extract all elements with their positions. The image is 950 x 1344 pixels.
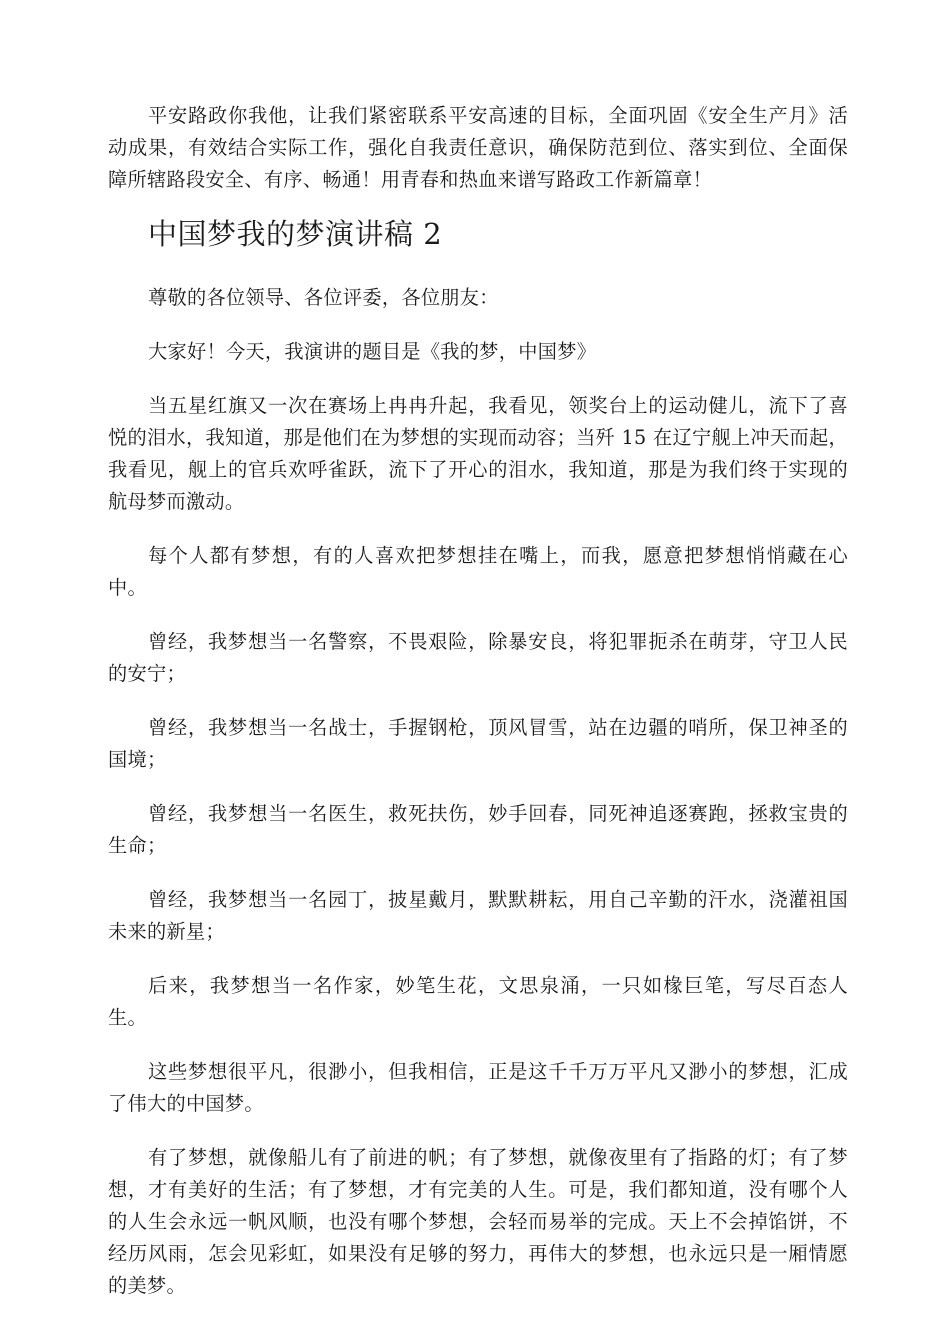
body-paragraph: 曾经，我梦想当一名警察，不畏艰险，除暴安良，将犯罪扼杀在萌芽，守卫人民的安宁；	[108, 630, 848, 685]
intro-paragraph: 平安路政你我他，让我们紧密联系平安高速的目标，全面巩固《安全生产月》活动成果，有效结合实际工作，强化自我责任意识，确保防范到位、落实到位、全面保障所辖路段安全、有序、畅通！用青春和热血来谱写路政工作新篇章！	[108, 104, 848, 191]
body-paragraph: 有了梦想，就像船儿有了前进的帆；有了梦想，就像夜里有了指路的灯；有了梦想，才有美好的生活；有了梦想，才有完美的人生。可是，我们都知道，没有哪个人的人生会永远一帆风顺，也没有哪个梦想，会轻而易举的完成。天上不会掉馅饼，不经历风雨，怎会见彩虹，如果没有足够的努力，再伟大的梦想，也永远只是一厢情愿的美梦。	[108, 1146, 848, 1297]
salutation-paragraph: 尊敬的各位领导、各位评委，各位朋友：	[148, 286, 499, 309]
body-paragraph: 每个人都有梦想，有的人喜欢把梦想挂在嘴上，而我，愿意把梦想悄悄藏在心中。	[108, 544, 848, 599]
speech-title: 中国梦我的梦演讲稿 2	[148, 217, 443, 251]
body-paragraph: 这些梦想很平凡，很渺小，但我相信，正是这千千万万平凡又渺小的梦想，汇成了伟大的中国梦。	[108, 1060, 848, 1115]
body-paragraph: 曾经，我梦想当一名医生，救死扶伤，妙手回春，同死神追逐赛跑，拯救宝贵的生命；	[108, 802, 848, 857]
body-paragraph: 曾经，我梦想当一名园丁，披星戴月，默默耕耘，用自己辛勤的汗水，浇灌祖国未来的新星；	[108, 888, 848, 943]
body-paragraph: 曾经，我梦想当一名战士，手握钢枪，顶风冒雪，站在边疆的哨所，保卫神圣的国境；	[108, 716, 848, 771]
body-paragraph: 后来，我梦想当一名作家，妙笔生花，文思泉涌，一只如椽巨笔，写尽百态人生。	[108, 974, 848, 1029]
document-page	[108, 100, 848, 1324]
greeting-paragraph: 大家好！今天，我演讲的题目是《我的梦，中国梦》	[148, 340, 597, 363]
body-paragraph: 当五星红旗又一次在赛场上冉冉升起，我看见，领奖台上的运动健儿，流下了喜悦的泪水，我知道，那是他们在为梦想的实现而动容；当歼 15 在辽宁舰上冲天而起，我看见，舰上的官兵欢呼雀跃，流下了开心的泪水，我知道，那是为我们终于实现的航母梦而激动。	[108, 394, 848, 513]
